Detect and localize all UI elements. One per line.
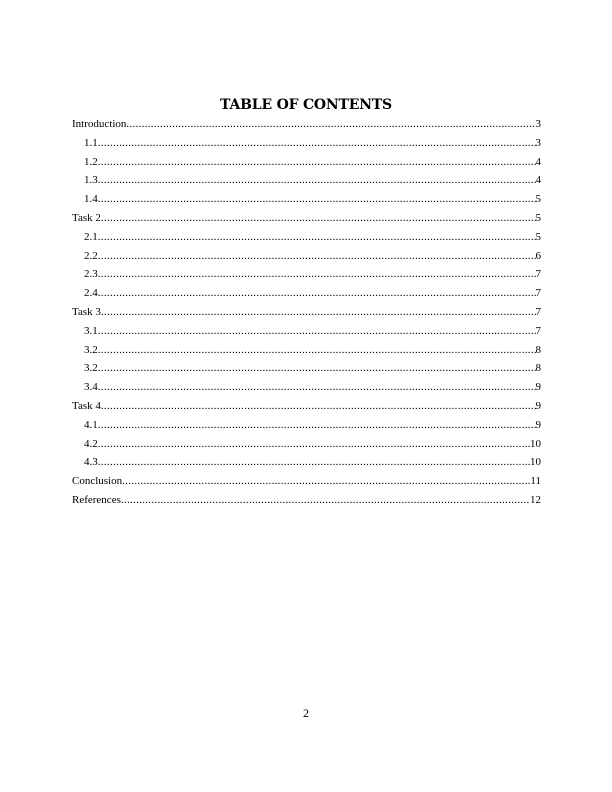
table-of-contents: [72, 115, 541, 510]
toc-entry-page: 5: [535, 211, 541, 224]
toc-entry-label: 1.1: [84, 136, 98, 149]
toc-entry-page: 10: [530, 437, 541, 450]
toc-entry-label: 1.2: [84, 155, 98, 168]
toc-entry[interactable]: [72, 378, 541, 397]
toc-entry-label: 1.3: [84, 174, 98, 187]
toc-leader-dots: [122, 472, 530, 491]
toc-entry-page: 5: [535, 193, 541, 206]
toc-entry-page: 7: [535, 287, 541, 300]
toc-entry-label: 4.1: [84, 418, 98, 431]
toc-entry-label: 4.3: [84, 456, 98, 469]
toc-leader-dots: [121, 491, 530, 510]
toc-entry[interactable]: [72, 491, 541, 510]
toc-entry-label: 2.1: [84, 230, 98, 243]
toc-leader-dots: [126, 115, 535, 134]
toc-entry-label: Task 4: [72, 399, 101, 412]
toc-entry[interactable]: [72, 435, 541, 454]
toc-leader-dots: [98, 341, 536, 360]
toc-entry-label: Conclusion: [72, 475, 123, 488]
toc-entry[interactable]: [72, 228, 541, 247]
page-number: 2: [303, 706, 309, 720]
toc-entry-page: 8: [535, 362, 541, 375]
toc-entry-label: Introduction: [72, 118, 127, 130]
toc-entry-page: 9: [535, 418, 541, 431]
toc-leader-dots: [101, 303, 536, 322]
toc-entry-page: 5: [535, 230, 541, 243]
toc-entry-page: 12: [530, 493, 541, 506]
toc-entry-label: 2.2: [84, 249, 98, 262]
toc-entry[interactable]: [72, 341, 541, 360]
toc-leader-dots: [98, 190, 536, 209]
toc-entry-page: 7: [535, 305, 541, 318]
toc-entry[interactable]: [72, 397, 541, 416]
toc-entry-label: 3.1: [84, 324, 98, 337]
toc-entry-label: 2.4: [84, 287, 98, 300]
toc-entry-label: Task 2: [72, 211, 101, 224]
toc-entry-page: 8: [535, 343, 541, 356]
toc-entry[interactable]: [72, 209, 541, 228]
toc-entry[interactable]: [72, 472, 541, 491]
toc-leader-dots: [98, 228, 536, 247]
toc-leader-dots: [98, 134, 536, 153]
toc-entry[interactable]: [72, 171, 541, 190]
toc-entry[interactable]: [72, 453, 541, 472]
toc-entry-page: 7: [535, 268, 541, 281]
toc-entry[interactable]: [72, 247, 541, 266]
toc-entry-label: Task 3: [72, 305, 101, 318]
toc-leader-dots: [98, 322, 536, 341]
toc-entry-label: 3.4: [84, 381, 98, 394]
toc-entry-page: 7: [535, 324, 541, 337]
toc-leader-dots: [98, 247, 536, 266]
toc-entry-page: 3: [535, 136, 541, 149]
toc-entry[interactable]: [72, 303, 541, 322]
toc-entry-page: 6: [535, 249, 541, 262]
toc-leader-dots: [98, 171, 536, 190]
toc-entry-page: 4: [535, 155, 541, 168]
toc-entry[interactable]: [72, 153, 541, 172]
toc-entry[interactable]: [72, 265, 541, 284]
toc-leader-dots: [98, 435, 530, 454]
toc-entry-label: References: [72, 493, 121, 506]
toc-leader-dots: [101, 397, 536, 416]
toc-leader-dots: [98, 265, 536, 284]
toc-entry-label: 2.3: [84, 268, 98, 281]
toc-entry[interactable]: [72, 416, 541, 435]
toc-title: TABLE OF CONTENTS: [220, 97, 392, 113]
toc-leader-dots: [98, 153, 536, 172]
toc-entry-page: 9: [535, 381, 541, 394]
toc-entry[interactable]: [72, 322, 541, 341]
toc-entry-page: 10: [530, 456, 541, 469]
toc-entry-label: 1.4: [84, 193, 98, 206]
toc-entry-page: 4: [535, 174, 541, 187]
toc-entry[interactable]: [72, 115, 541, 134]
toc-entry-page: 11: [530, 475, 541, 488]
toc-leader-dots: [98, 453, 530, 472]
toc-entry[interactable]: [72, 284, 541, 303]
toc-entry-label: 4.2: [84, 437, 98, 450]
toc-leader-dots: [101, 209, 536, 228]
toc-leader-dots: [98, 416, 536, 435]
toc-entry[interactable]: [72, 359, 541, 378]
toc-entry-label: 3.2: [84, 343, 98, 356]
toc-entry-page: 3: [535, 118, 541, 130]
toc-leader-dots: [98, 284, 536, 303]
toc-leader-dots: [98, 359, 536, 378]
toc-entry[interactable]: [72, 134, 541, 153]
toc-entry[interactable]: [72, 190, 541, 209]
toc-entry-label: 3.2: [84, 362, 98, 375]
toc-leader-dots: [98, 378, 536, 397]
toc-entry-page: 9: [535, 399, 541, 412]
